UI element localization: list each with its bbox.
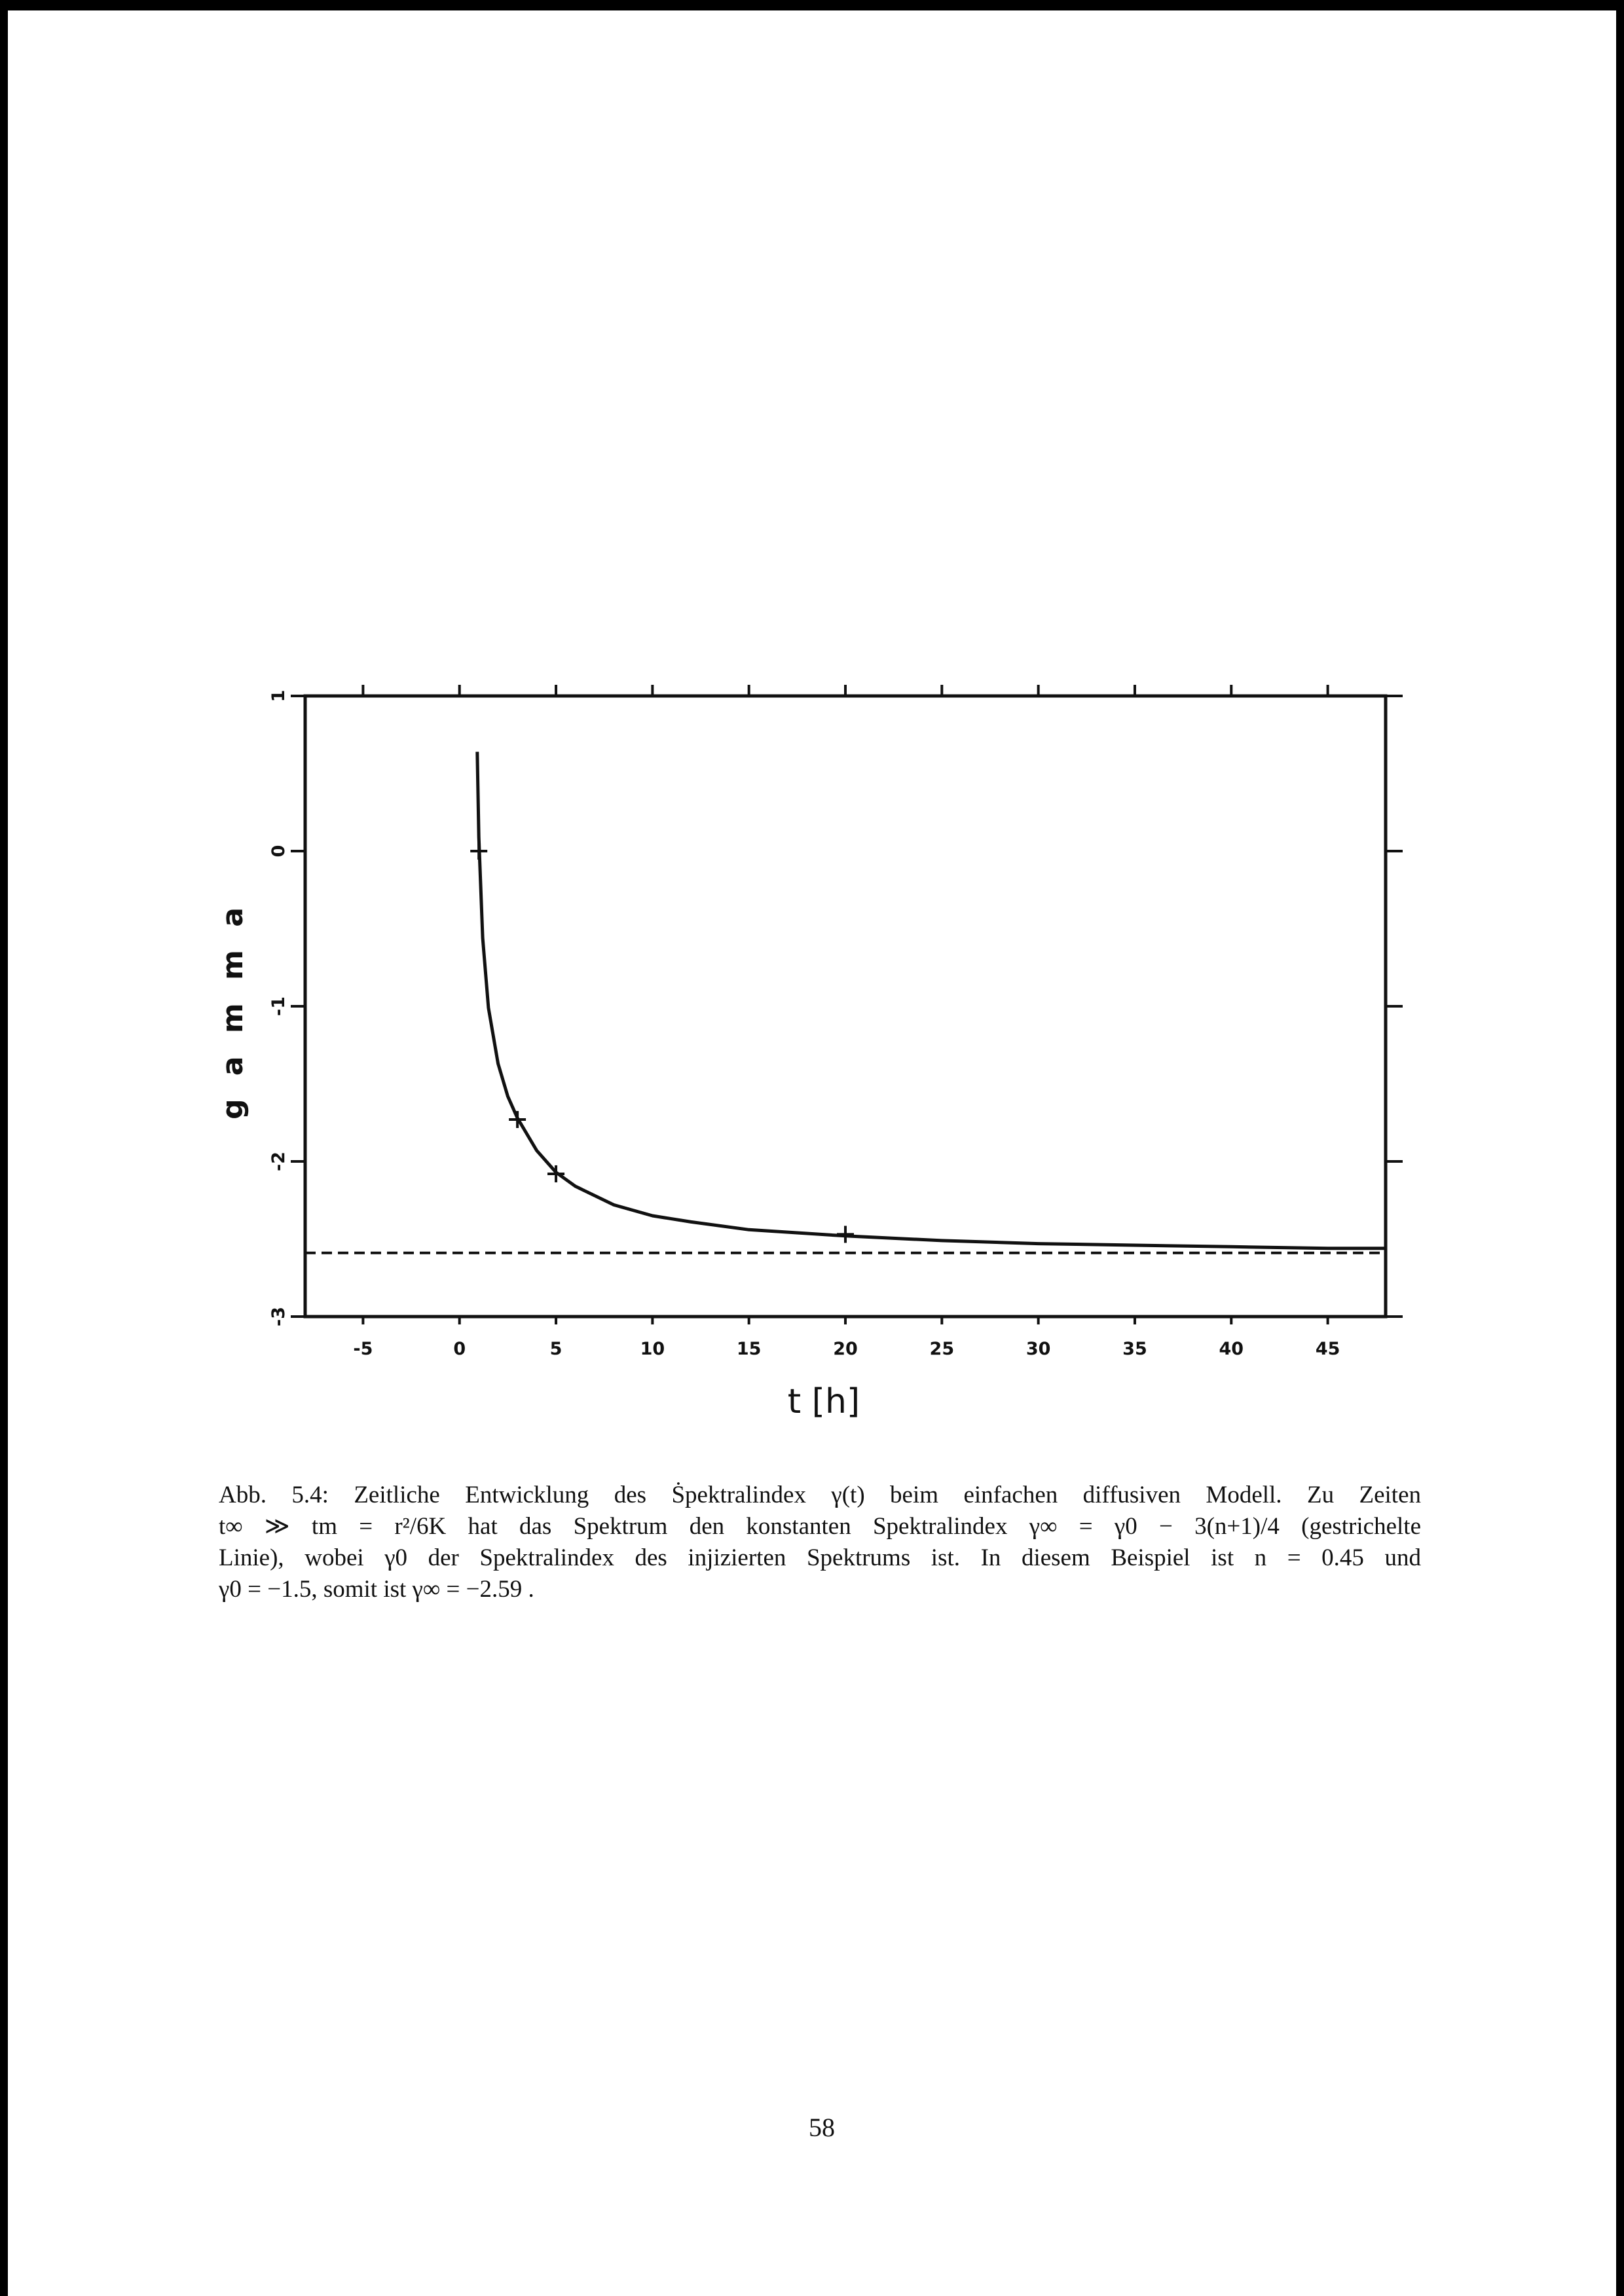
caption-line: Linie), wobei γ0 der Spektralindex des injizierten Spektrums ist. In diesem Beispiel ist n = 0.45 und: [219, 1544, 1421, 1571]
x-tick-label: 30: [1025, 1339, 1051, 1359]
plot-border: [305, 696, 1386, 1317]
y-tick-label: -3: [268, 1307, 289, 1326]
caption-line: Abb. 5.4: Zeitliche Entwicklung des Ṡpektralindex γ(t) beim einfachen diffusiven Modell. Zu Zeiten: [219, 1482, 1421, 1508]
x-tick-label: 35: [1122, 1339, 1147, 1359]
x-tick-label: 10: [640, 1339, 665, 1359]
x-tick-label: 40: [1219, 1339, 1244, 1359]
y-tick-label: -2: [268, 1152, 289, 1171]
data-marker: [837, 1226, 854, 1243]
x-tick-label: 0: [453, 1339, 466, 1359]
x-tick-label: 25: [929, 1339, 955, 1359]
plot-frame: [291, 696, 1403, 1317]
y-tick-label: 1: [268, 689, 289, 702]
x-tick-label: -5: [353, 1339, 373, 1359]
caption-line: t∞ ≫ tm = r²/6K hat das Spektrum den konstanten Spektralindex γ∞ = γ0 − 3(n+1)/4 (gestrichelte: [219, 1513, 1421, 1540]
series-layer: [305, 752, 1386, 1253]
marker-layer: [470, 843, 854, 1243]
x-tick-label: 45: [1315, 1339, 1340, 1359]
x-axis-title: t [h]: [787, 1382, 860, 1421]
page-number: 58: [809, 2113, 835, 2142]
y-axis-title: g a m m a: [216, 901, 249, 1120]
y-ticks: [268, 690, 1403, 1326]
x-tick-label: 20: [833, 1339, 858, 1359]
x-ticks: [353, 685, 1340, 1359]
figure-caption: [219, 1480, 1421, 1605]
data-marker: [470, 843, 487, 860]
x-tick-label: 15: [736, 1339, 762, 1359]
y-tick-label: 0: [268, 845, 289, 858]
caption-line: γ0 = −1.5, somit ist γ∞ = −2.59 .: [219, 1576, 534, 1603]
x-tick-label: 5: [549, 1339, 563, 1359]
gamma-curve: [477, 752, 1386, 1248]
y-tick-label: -1: [268, 996, 289, 1016]
